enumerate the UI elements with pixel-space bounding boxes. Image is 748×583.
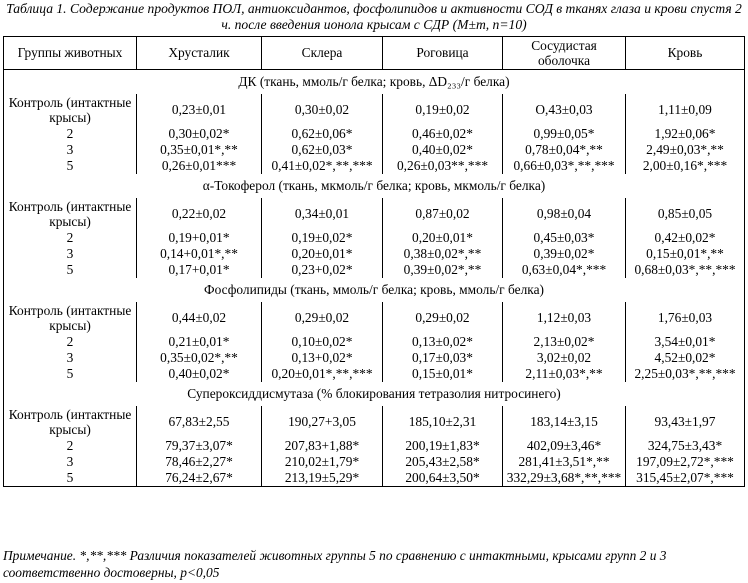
value-cell: 0,19±0,02	[383, 94, 503, 126]
table-row	[4, 262, 745, 278]
value-cell: 0,78±0,04*,**	[503, 142, 626, 158]
value-cell: 0,20±0,01*	[383, 230, 503, 246]
value-cell: 0,98±0,04	[503, 198, 626, 230]
value-cell: 0,13+0,02*	[262, 350, 383, 366]
value-cell: 0,26±0,01***	[137, 158, 262, 174]
value-cell: 200,64±3,50*	[383, 470, 503, 487]
value-cell: 0,85±0,05	[626, 198, 745, 230]
value-cell: 0,66±0,03*,**,***	[503, 158, 626, 174]
table-row	[4, 94, 745, 126]
value-cell: 0,20±0,01*,**,***	[262, 366, 383, 382]
value-cell: 3,54±0,01*	[626, 334, 745, 350]
table-row	[4, 230, 745, 246]
header-group: Группы животных	[4, 37, 137, 70]
value-cell: 0,29±0,02	[383, 302, 503, 334]
value-cell: 0,46±0,02*	[383, 126, 503, 142]
section-title: Фосфолипиды (ткань, ммоль/г белка; кровь, ммоль/г белка)	[4, 278, 745, 302]
value-cell: О,43±0,03	[503, 94, 626, 126]
group-cell: 5	[4, 470, 137, 487]
value-cell: 0,23+0,02*	[262, 262, 383, 278]
group-cell: 3	[4, 246, 137, 262]
value-cell: 0,20±0,01*	[262, 246, 383, 262]
value-cell: 0,29±0,02	[262, 302, 383, 334]
header-cornea: Роговица	[383, 37, 503, 70]
value-cell: 0,63±0,04*,***	[503, 262, 626, 278]
value-cell: 0,39±0,02*	[503, 246, 626, 262]
value-cell: 0,30±0,02	[262, 94, 383, 126]
group-cell: 5	[4, 158, 137, 174]
value-cell: 402,09±3,46*	[503, 438, 626, 454]
value-cell: 200,19±1,83*	[383, 438, 503, 454]
value-cell: 1,11±0,09	[626, 94, 745, 126]
table-row	[4, 246, 745, 262]
value-cell: 315,45±2,07*,***	[626, 470, 745, 487]
value-cell: 3,02±0,02	[503, 350, 626, 366]
value-cell: 190,27+3,05	[262, 406, 383, 438]
value-cell: 2,13±0,02*	[503, 334, 626, 350]
value-cell: 0,40±0,02*	[383, 142, 503, 158]
value-cell: 78,46±2,27*	[137, 454, 262, 470]
value-cell: 0,62±0,03*	[262, 142, 383, 158]
table-row	[4, 126, 745, 142]
table-caption: Таблица 1. Содержание продуктов ПОЛ, антиоксидантов, фосфолипидов и активности СОД в тканях глаза и крови спустя 2 ч. после введения ионола крысам с СДР (M±m, n=10)	[6, 1, 742, 32]
table-row	[4, 350, 745, 366]
group-cell: 3	[4, 350, 137, 366]
value-cell: 0,34±0,01	[262, 198, 383, 230]
section-title: α-Токоферол (ткань, мкмоль/г белка; кровь, мкмоль/г белка)	[4, 174, 745, 198]
value-cell: 0,99±0,05*	[503, 126, 626, 142]
group-cell: Контроль (интактные крысы)	[4, 198, 137, 230]
value-cell: 0,45±0,03*	[503, 230, 626, 246]
group-cell: 2	[4, 438, 137, 454]
group-cell: 5	[4, 366, 137, 382]
group-cell: 2	[4, 334, 137, 350]
value-cell: 0,39±0,02*,**	[383, 262, 503, 278]
value-cell: 183,14±3,15	[503, 406, 626, 438]
header-sclera: Склера	[262, 37, 383, 70]
group-cell: 2	[4, 126, 137, 142]
value-cell: 0,22±0,02	[137, 198, 262, 230]
value-cell: 0,10±0,02*	[262, 334, 383, 350]
table-row	[4, 142, 745, 158]
value-cell: 0,17+0,01*	[137, 262, 262, 278]
value-cell: 1,76±0,03	[626, 302, 745, 334]
value-cell: 0,21±0,01*	[137, 334, 262, 350]
value-cell: 0,35±0,01*,**	[137, 142, 262, 158]
group-cell: 5	[4, 262, 137, 278]
value-cell: 1,12±0,03	[503, 302, 626, 334]
value-cell: 2,25±0,03*,**,***	[626, 366, 745, 382]
header-blood: Кровь	[626, 37, 745, 70]
value-cell: 0,13±0,02*	[383, 334, 503, 350]
section-header-row	[4, 278, 745, 302]
value-cell: 0,26±0,03**,***	[383, 158, 503, 174]
table-row	[4, 198, 745, 230]
section-title: Супероксиддисмутаза (% блокирования тетразолия нитросинего)	[4, 382, 745, 406]
value-cell: 0,87±0,02	[383, 198, 503, 230]
value-cell: 0,38±0,02*,**	[383, 246, 503, 262]
value-cell: 197,09±2,72*,***	[626, 454, 745, 470]
value-cell: 0,15±0,01*	[383, 366, 503, 382]
value-cell: 0,17±0,03*	[383, 350, 503, 366]
value-cell: 0,62±0,06*	[262, 126, 383, 142]
header-choroid: Сосудистая оболочка	[503, 37, 626, 70]
value-cell: 2,00±0,16*,***	[626, 158, 745, 174]
value-cell: 0,19+0,01*	[137, 230, 262, 246]
value-cell: 2,49±0,03*,**	[626, 142, 745, 158]
value-cell: 210,02±1,79*	[262, 454, 383, 470]
value-cell: 0,15±0,01*,**	[626, 246, 745, 262]
value-cell: 213,19±5,29*	[262, 470, 383, 487]
table-header-row	[4, 37, 745, 70]
value-cell: 79,37±3,07*	[137, 438, 262, 454]
group-cell: Контроль (интактные крысы)	[4, 406, 137, 438]
table-row	[4, 334, 745, 350]
section-header-row	[4, 174, 745, 198]
table-row	[4, 438, 745, 454]
value-cell: 0,23±0,01	[137, 94, 262, 126]
footnote: Примечание. *,**,*** Различия показателей животных группы 5 по сравнению с интактными, крысами групп 2 и 3 соответственно достоверны, p<0,05	[3, 548, 667, 580]
value-cell: 0,44±0,02	[137, 302, 262, 334]
value-cell: 76,24±2,67*	[137, 470, 262, 487]
value-cell: 0,42±0,02*	[626, 230, 745, 246]
table-row	[4, 454, 745, 470]
value-cell: 324,75±3,43*	[626, 438, 745, 454]
section-header-row	[4, 382, 745, 406]
group-cell: Контроль (интактные крысы)	[4, 94, 137, 126]
value-cell: 67,83±2,55	[137, 406, 262, 438]
value-cell: 0,41±0,02*,**,***	[262, 158, 383, 174]
value-cell: 1,92±0,06*	[626, 126, 745, 142]
header-lens: Хрусталик	[137, 37, 262, 70]
value-cell: 205,43±2,58*	[383, 454, 503, 470]
table-row	[4, 366, 745, 382]
value-cell: 93,43±1,97	[626, 406, 745, 438]
value-cell: 0,40±0,02*	[137, 366, 262, 382]
value-cell: 0,19±0,02*	[262, 230, 383, 246]
section-header-row	[4, 70, 745, 95]
value-cell: 0,14+0,01*,**	[137, 246, 262, 262]
group-cell: Контроль (интактные крысы)	[4, 302, 137, 334]
value-cell: 4,52±0,02*	[626, 350, 745, 366]
table-row	[4, 158, 745, 174]
value-cell: 2,11±0,03*,**	[503, 366, 626, 382]
value-cell: 0,35±0,02*,**	[137, 350, 262, 366]
value-cell: 0,30±0,02*	[137, 126, 262, 142]
table-row	[4, 470, 745, 487]
table-row	[4, 302, 745, 334]
section-title: ДК (ткань, ммоль/г белка; кровь, ΔD₂₃₃/г белка)	[4, 70, 745, 95]
table-body	[4, 70, 745, 487]
table-row	[4, 406, 745, 438]
value-cell: 332,29±3,68*,**,***	[503, 470, 626, 487]
value-cell: 185,10±2,31	[383, 406, 503, 438]
data-table	[3, 36, 745, 487]
group-cell: 2	[4, 230, 137, 246]
value-cell: 207,83+1,88*	[262, 438, 383, 454]
value-cell: 281,41±3,51*,**	[503, 454, 626, 470]
group-cell: 3	[4, 142, 137, 158]
value-cell: 0,68±0,03*,**,***	[626, 262, 745, 278]
group-cell: 3	[4, 454, 137, 470]
